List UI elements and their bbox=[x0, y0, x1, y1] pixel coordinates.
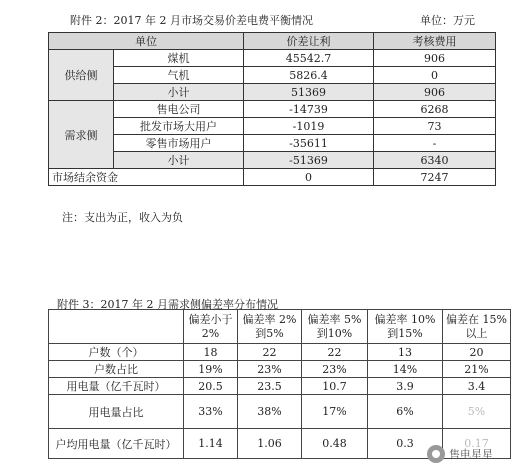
table-cell: 22 bbox=[238, 344, 302, 361]
table-cell: 18 bbox=[184, 344, 238, 361]
watermark bbox=[427, 441, 519, 467]
table-cell: 23.5 bbox=[238, 378, 302, 395]
header-dev-10-15: 偏差率 10%到15% bbox=[368, 310, 443, 344]
table-cell: 22 bbox=[302, 344, 368, 361]
appendix2-note: 注：支出为正，收入为负 bbox=[62, 211, 183, 224]
table-cell: - bbox=[374, 135, 496, 152]
table-cell: 14% bbox=[368, 361, 443, 378]
table-cell: -14739 bbox=[244, 101, 374, 118]
table-cell: 售电公司 bbox=[114, 101, 244, 118]
table-cell: 0.48 bbox=[302, 429, 368, 459]
table-cell: 20 bbox=[443, 344, 511, 361]
header-unit: 单位 bbox=[49, 33, 244, 50]
table-cell: 13 bbox=[368, 344, 443, 361]
header-blank bbox=[49, 310, 184, 344]
table-cell: 煤机 bbox=[114, 50, 244, 67]
table-cell: 5826.4 bbox=[244, 67, 374, 84]
table-cell: 5% bbox=[443, 395, 511, 429]
table-cell: 23% bbox=[302, 361, 368, 378]
table-cell: 6268 bbox=[374, 101, 496, 118]
table-cell: 906 bbox=[374, 50, 496, 67]
appendix3-title: 附件 3：2017 年 2 月需求侧偏差率分布情况 bbox=[57, 298, 278, 311]
deviation-distribution-table bbox=[48, 309, 511, 459]
header-assessment-fee: 考核费用 bbox=[374, 33, 496, 50]
table-cell: 10.7 bbox=[302, 378, 368, 395]
row-label: 用电量占比 bbox=[49, 395, 184, 429]
table-cell: 20.5 bbox=[184, 378, 238, 395]
row-label: 户数（个） bbox=[49, 344, 184, 361]
table-cell: 0.3 bbox=[368, 429, 443, 459]
table-cell: 1.06 bbox=[238, 429, 302, 459]
table-cell: -35611 bbox=[244, 135, 374, 152]
table-cell: 45542.7 bbox=[244, 50, 374, 67]
appendix2-unit: 单位：万元 bbox=[420, 14, 475, 27]
table-cell: 0.17 bbox=[443, 429, 511, 459]
table-cell: 23% bbox=[238, 361, 302, 378]
price-difference-balance-table bbox=[48, 32, 496, 186]
table-cell: 3.9 bbox=[368, 378, 443, 395]
table-cell: 小计 bbox=[114, 84, 244, 101]
table-cell: 906 bbox=[374, 84, 496, 101]
table-cell: 零售市场用户 bbox=[114, 135, 244, 152]
wechat-account-icon bbox=[427, 445, 445, 463]
table-cell: 6340 bbox=[374, 152, 496, 169]
table-cell: 0 bbox=[244, 169, 374, 186]
table-cell: 小计 bbox=[114, 152, 244, 169]
table-cell: 51369 bbox=[244, 84, 374, 101]
table-cell: 21% bbox=[443, 361, 511, 378]
row-label: 用电量（亿千瓦时） bbox=[49, 378, 184, 395]
table-cell: 7247 bbox=[374, 169, 496, 186]
appendix2-title: 附件 2：2017 年 2 月市场交易价差电费平衡情况 bbox=[70, 14, 313, 27]
table-cell: -1019 bbox=[244, 118, 374, 135]
table-cell: 1.14 bbox=[184, 429, 238, 459]
table-cell: 批发市场大用户 bbox=[114, 118, 244, 135]
table-cell: -51369 bbox=[244, 152, 374, 169]
watermark-text: 售电星星 bbox=[449, 448, 493, 461]
table-cell: 3.4 bbox=[443, 378, 511, 395]
table-cell: 气机 bbox=[114, 67, 244, 84]
table-cell: 17% bbox=[302, 395, 368, 429]
table-cell: 73 bbox=[374, 118, 496, 135]
demand-side-label: 需求侧 bbox=[49, 101, 114, 169]
row-label: 户数占比 bbox=[49, 361, 184, 378]
header-price-difference: 价差让利 bbox=[244, 33, 374, 50]
table-cell: 6% bbox=[368, 395, 443, 429]
header-dev-2-5: 偏差率 2%到5% bbox=[238, 310, 302, 344]
settlement-label: 市场结余资金 bbox=[49, 169, 244, 186]
header-dev-gt15: 偏差在 15%以上 bbox=[443, 310, 511, 344]
row-label: 户均用电量（亿千瓦时） bbox=[49, 429, 184, 459]
header-dev-5-10: 偏差率 5%到10% bbox=[302, 310, 368, 344]
supply-side-label: 供给侧 bbox=[49, 50, 114, 101]
table-cell: 19% bbox=[184, 361, 238, 378]
table-cell: 38% bbox=[238, 395, 302, 429]
table-cell: 0 bbox=[374, 67, 496, 84]
table-cell: 33% bbox=[184, 395, 238, 429]
header-dev-lt2: 偏差小于2% bbox=[184, 310, 238, 344]
